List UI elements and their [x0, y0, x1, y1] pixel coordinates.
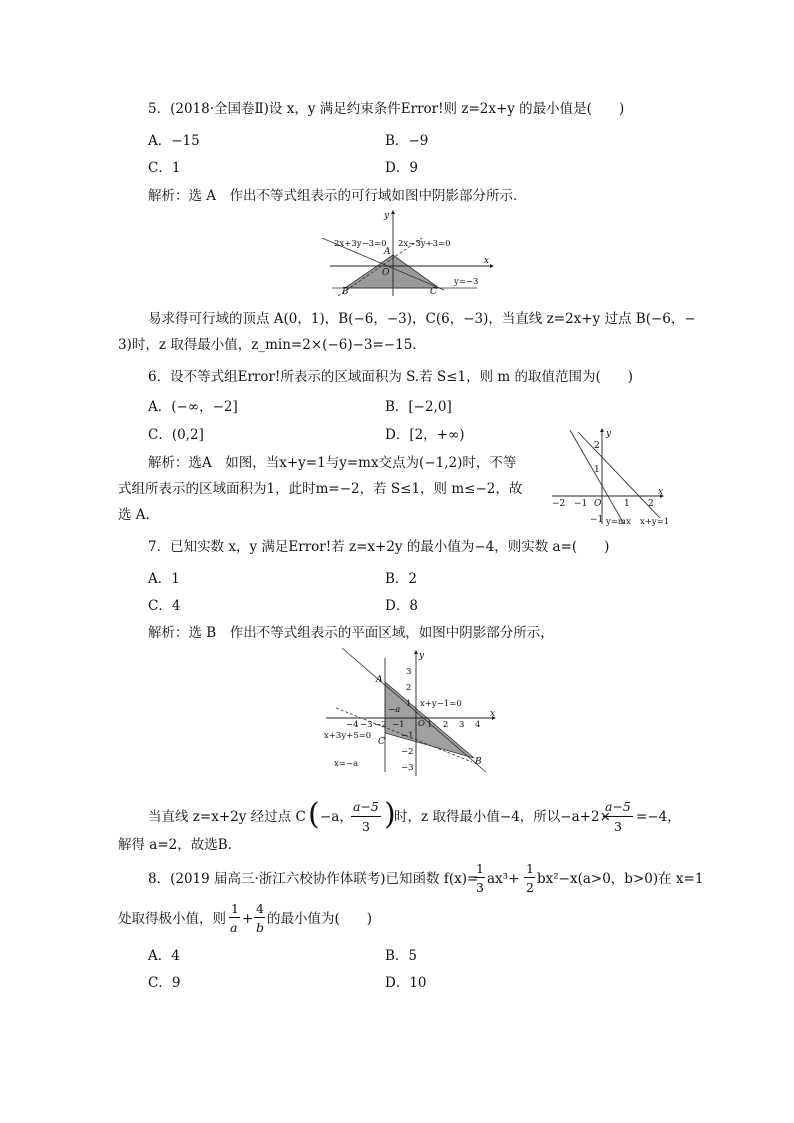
q8-frac3-den: a — [230, 920, 238, 935]
q5-x-arrow — [490, 264, 494, 268]
q7-point-frac-bar — [351, 816, 381, 817]
q5-feasible-region — [345, 255, 439, 288]
q7-point-frac-den: 3 — [362, 819, 370, 834]
q8-option-c: C．9 — [148, 975, 181, 991]
q5-label-line2: 2x−3y+3=0 — [398, 239, 451, 249]
q7-sol2-d: =−4， — [636, 809, 681, 825]
q6-tick-y1: 1 — [594, 465, 600, 475]
q7-tick-x2: 2 — [443, 720, 449, 730]
q5-label-x: x — [484, 256, 490, 266]
q7-tick-y2: 2 — [406, 683, 412, 693]
q7-label-neg-a: −a — [388, 705, 401, 715]
q7-label-a: A — [376, 675, 383, 685]
q8-stem-b: 处取得极小值，则 — [118, 911, 226, 927]
q8-frac4-bar — [254, 917, 265, 918]
q7-label-origin: O — [418, 719, 425, 729]
q6-label-line2: x+y=1 — [640, 517, 670, 527]
q7-tick-y1: 1 — [406, 699, 412, 709]
q8-plus: + — [242, 911, 254, 927]
q6-tick-y2: 2 — [594, 441, 600, 451]
q8-option-d: D．10 — [385, 975, 427, 991]
q6-label-line1: y=mx — [606, 517, 631, 527]
q6-stem: 6．设不等式组Error!所表示的区域面积为 S.若 S≤1，则 m 的取值范围为( ) — [148, 369, 634, 385]
q5-figure — [322, 208, 502, 296]
q5-y-arrow — [391, 210, 395, 214]
q6-tick-x2: 2 — [648, 499, 654, 509]
q8-frac2-num: 1 — [526, 861, 534, 876]
q5-label-line1: 2x+3y−3=0 — [334, 239, 387, 249]
q8-frac2-bar — [524, 877, 535, 878]
q7-label-x: x — [490, 709, 496, 719]
q8-stem-s1: ax³+ — [487, 871, 520, 887]
q5-label-b: B — [342, 287, 349, 297]
q6-solution-line2: 式组所表示的区域面积为1，此时m=−2，若 S≤1，则 m≤−2，故 — [118, 481, 523, 497]
q6-label-origin: O — [594, 499, 602, 509]
q8-frac3-bar — [229, 917, 240, 918]
q5-label-c: C — [430, 287, 437, 297]
q8-stem-a: 8．(2019 届高三·浙江六校协作体联考)已知函数 f(x)= — [148, 871, 479, 887]
q7-option-b: B．2 — [385, 571, 418, 587]
q8-frac4-den: b — [256, 920, 265, 935]
q7-tick-xn3: −3 — [360, 720, 373, 730]
q7-label-line1: x+y−1=0 — [420, 699, 462, 709]
q8-frac1-den: 3 — [476, 880, 484, 895]
q7-label-y: y — [419, 651, 425, 661]
q7-tick-x3: 3 — [459, 720, 465, 730]
q7-tick-yn3: −3 — [401, 763, 414, 773]
q7-label-c: C — [378, 737, 385, 747]
q8-stem-tail: 的最小值为( ) — [267, 911, 373, 927]
q8-frac2-den: 2 — [526, 880, 534, 895]
q7-option-a: A．1 — [148, 571, 180, 587]
q6-figure — [548, 428, 670, 528]
q7-line-x+y-1 — [342, 648, 486, 772]
q7-paren-right: ) — [384, 797, 396, 832]
q8-frac3-num: 1 — [231, 901, 239, 916]
q7-tick-yn1: −1 — [401, 731, 414, 741]
q7-tick-y3: 3 — [406, 667, 412, 677]
q7-tick-xn1: −1 — [392, 720, 405, 730]
q6-tick-x1: 1 — [624, 499, 630, 509]
q7-eq-frac-den: 3 — [614, 819, 622, 834]
q7-y-arrow — [414, 650, 418, 654]
q7-tick-xn2: −2 — [374, 720, 387, 730]
q7-stem: 7．已知实数 x，y 满足Error!若 z=x+2y 的最小值为−4，则实数 a=( ) — [148, 539, 610, 555]
q7-solution-line3: 解得 a=2，故选B. — [118, 837, 232, 853]
q6-solution-line1: 解析：选A 如图，当x+y=1与y=mx交点为(−1,2)时，不等 — [148, 455, 517, 471]
q8-frac1-bar — [474, 877, 485, 878]
q7-figure — [322, 648, 502, 778]
q7-tick-x1: 1 — [427, 720, 433, 730]
q5-label-a: A — [384, 247, 391, 257]
q7-sol2-b: −a， — [320, 809, 353, 825]
q7-eq-frac-bar — [603, 816, 633, 817]
q5-solution-line2: 易求得可行域的顶点 A(0，1)，B(−6，−3)，C(6，−3)，当直线 z=2x+y 过点 B(−6，− — [148, 311, 696, 327]
q7-label-b: B — [475, 757, 482, 767]
q7-tick-yn2: −2 — [401, 747, 414, 757]
q7-tick-x4: 4 — [475, 720, 481, 730]
q5-label-y: y — [384, 211, 390, 221]
q7-eq-frac-num: a−5 — [605, 799, 631, 814]
q6-label-x: x — [658, 487, 664, 497]
q7-solution-line1: 解析：选 B 作出不等式组表示的平面区域，如图中阴影部分所示， — [148, 625, 554, 641]
q6-tick-xn2: −2 — [552, 499, 566, 509]
q6-y-arrow — [600, 428, 604, 432]
q7-option-d: D．8 — [385, 598, 418, 614]
q5-option-a: A．−15 — [148, 133, 200, 149]
q7-sol2-a: 当直线 z=x+2y 经过点 C — [148, 809, 306, 825]
q6-tick-yn1: −1 — [590, 515, 604, 525]
q7-option-c: C．4 — [148, 598, 181, 614]
q8-option-a: A．4 — [148, 948, 180, 964]
q6-option-a: A．(−∞，−2] — [148, 399, 238, 415]
q8-option-b: B．5 — [385, 948, 418, 964]
q5-option-d: D．9 — [385, 160, 418, 176]
q5-option-c: C．1 — [148, 160, 181, 176]
q5-label-origin: O — [382, 268, 390, 278]
q8-frac1-num: 1 — [476, 861, 484, 876]
q7-paren-left: ( — [308, 797, 320, 832]
q7-sol2-c: 时，z 取得最小值−4，所以−a+2× — [394, 809, 611, 825]
q6-label-y: y — [606, 429, 612, 439]
q6-option-d: D．[2，+∞) — [385, 427, 465, 443]
q7-label-line2: x+3y+5=0 — [324, 731, 372, 741]
q5-solution-line1: 解析：选 A 作出不等式组表示的可行域如图中阴影部分所示． — [148, 188, 527, 204]
q6-solution-line3: 选 A. — [118, 507, 150, 523]
q5-label-line3: y=−3 — [454, 277, 479, 287]
q6-option-c: C．(0,2] — [148, 427, 204, 443]
q5-stem: 5．(2018·全国卷Ⅱ)设 x，y 满足约束条件Error!则 z=2x+y 的最小值是( ) — [148, 101, 625, 117]
q7-tick-xn4: −4 — [346, 720, 359, 730]
q5-option-b: B．−9 — [385, 133, 429, 149]
q6-tick-xn1: −1 — [574, 499, 588, 509]
q5-solution-line3: 3)时，z 取得最小值，z_min=2×(−6)−3=−15. — [118, 337, 417, 353]
q6-option-b: B．[−2,0] — [385, 399, 452, 415]
q7-point-frac-num: a−5 — [353, 799, 379, 814]
q8-stem-s2: bx²−x(a>0，b>0)在 x=1 — [537, 871, 704, 887]
q7-label-line3: x=−a — [334, 759, 359, 769]
q8-frac4-num: 4 — [256, 901, 264, 916]
